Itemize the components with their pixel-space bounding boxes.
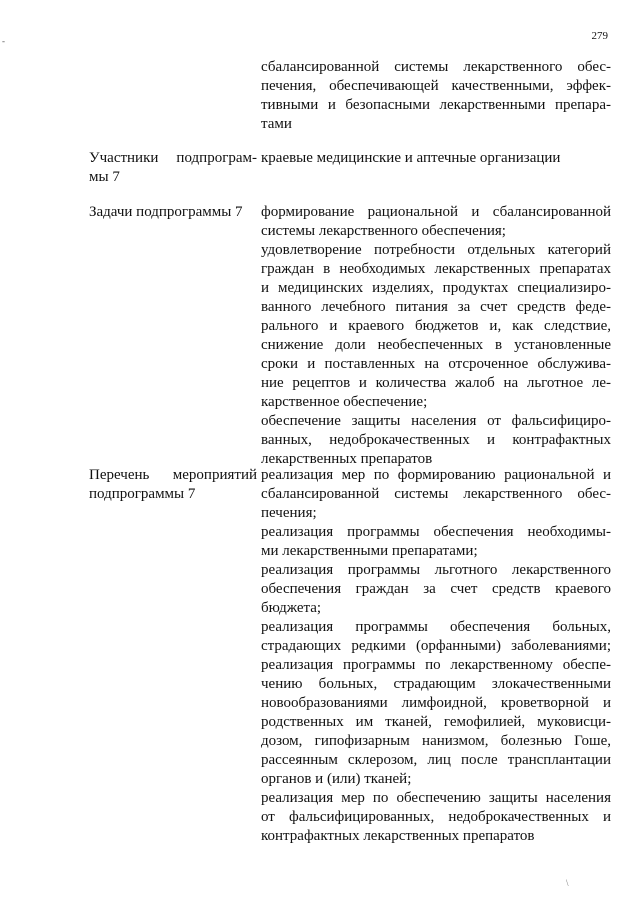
content-line: реализация мер по формированию рациональной и <box>261 467 611 483</box>
content-line: карственное обеспечение; <box>261 394 428 410</box>
content-line: ми лекарственными препаратами; <box>261 543 478 559</box>
section-content <box>261 149 611 168</box>
section-content <box>261 58 611 134</box>
corner-mark: \ <box>566 878 569 888</box>
content-line: реализация программы по лекарственному обеспе- <box>261 657 611 673</box>
content-line: ванных, недоброкачественных и контрафактных <box>261 432 611 448</box>
content-line: рального и краевого бюджетов и, как следствие, <box>261 318 611 334</box>
content-line: и медицинских изделиях, продуктах специализиро- <box>261 280 611 296</box>
content-line: обеспечения граждан за счет средств краевого <box>261 581 611 597</box>
section-label <box>89 149 257 187</box>
content-line: реализация программы обеспечения больных, <box>261 619 611 635</box>
content-line: бюджета; <box>261 600 322 616</box>
content-line: реализация программы льготного лекарственного <box>261 562 611 578</box>
content-line: родственных им тканей, гемофилией, муковисци- <box>261 714 611 730</box>
section-label <box>89 466 257 504</box>
content-line: тивными и безопасными лекарственными препара- <box>261 97 611 113</box>
content-line: органов и (или) тканей; <box>261 771 412 787</box>
label-line: Перечень мероприятий <box>89 467 257 483</box>
content-line: удовлетворение потребности отдельных категорий <box>261 242 611 258</box>
label-line: Участники подпрограм- <box>89 150 257 166</box>
content-line: ние рецептов и количества жалоб на льготное ле- <box>261 375 611 391</box>
content-line: снижение доли необеспеченных в установленные <box>261 337 611 353</box>
content-line: сбалансированной системы лекарственного обес- <box>261 59 611 75</box>
content-line: новообразованиями лимфоидной, кроветворной и <box>261 695 611 711</box>
label-line: Задачи подпрограммы 7 <box>89 204 243 220</box>
section-content <box>261 203 611 469</box>
content-line: реализация мер по обеспечению защиты населения <box>261 790 611 806</box>
content-line: формирование рациональной и сбалансированной <box>261 204 611 220</box>
content-line: сбалансированной системы лекарственного обес- <box>261 486 611 502</box>
content-line: печения; <box>261 505 317 521</box>
content-line: ванного лечебного питания за счет средств феде- <box>261 299 611 315</box>
content-line: сроки и поставленных на отсроченное обслужива- <box>261 356 611 372</box>
content-line: граждан в необходимых лекарственных препаратах <box>261 261 611 277</box>
content-line: краевые медицинские и аптечные организации <box>261 150 561 166</box>
section-label <box>89 203 257 222</box>
label-line: мы 7 <box>89 169 120 185</box>
content-line: рассеянным склерозом, лиц после трансплантации <box>261 752 611 768</box>
content-line: контрафактных лекарственных препаратов <box>261 828 535 844</box>
content-line: системы лекарственного обеспечения; <box>261 223 506 239</box>
section-content <box>261 466 611 846</box>
content-line: тами <box>261 116 292 132</box>
content-line: печения, обеспечивающей качественными, эффек- <box>261 78 611 94</box>
content-line: обеспечение защиты населения от фальсифициро- <box>261 413 611 429</box>
content-line: реализация программы обеспечения необходимы- <box>261 524 611 540</box>
label-line: подпрограммы 7 <box>89 486 196 502</box>
content-line: от фальсифицированных, недоброкачественных и <box>261 809 611 825</box>
page-number: 279 <box>591 30 608 42</box>
content-line: дозом, гипофизарным нанизмом, болезнью Гоше, <box>261 733 611 749</box>
content-line: чению больных, страдающим злокачественными <box>261 676 611 692</box>
content-line: лекарственных препаратов <box>261 451 433 467</box>
content-line: страдающих редкими (орфанными) заболеваниями; <box>261 638 611 654</box>
margin-mark: - <box>2 36 5 46</box>
